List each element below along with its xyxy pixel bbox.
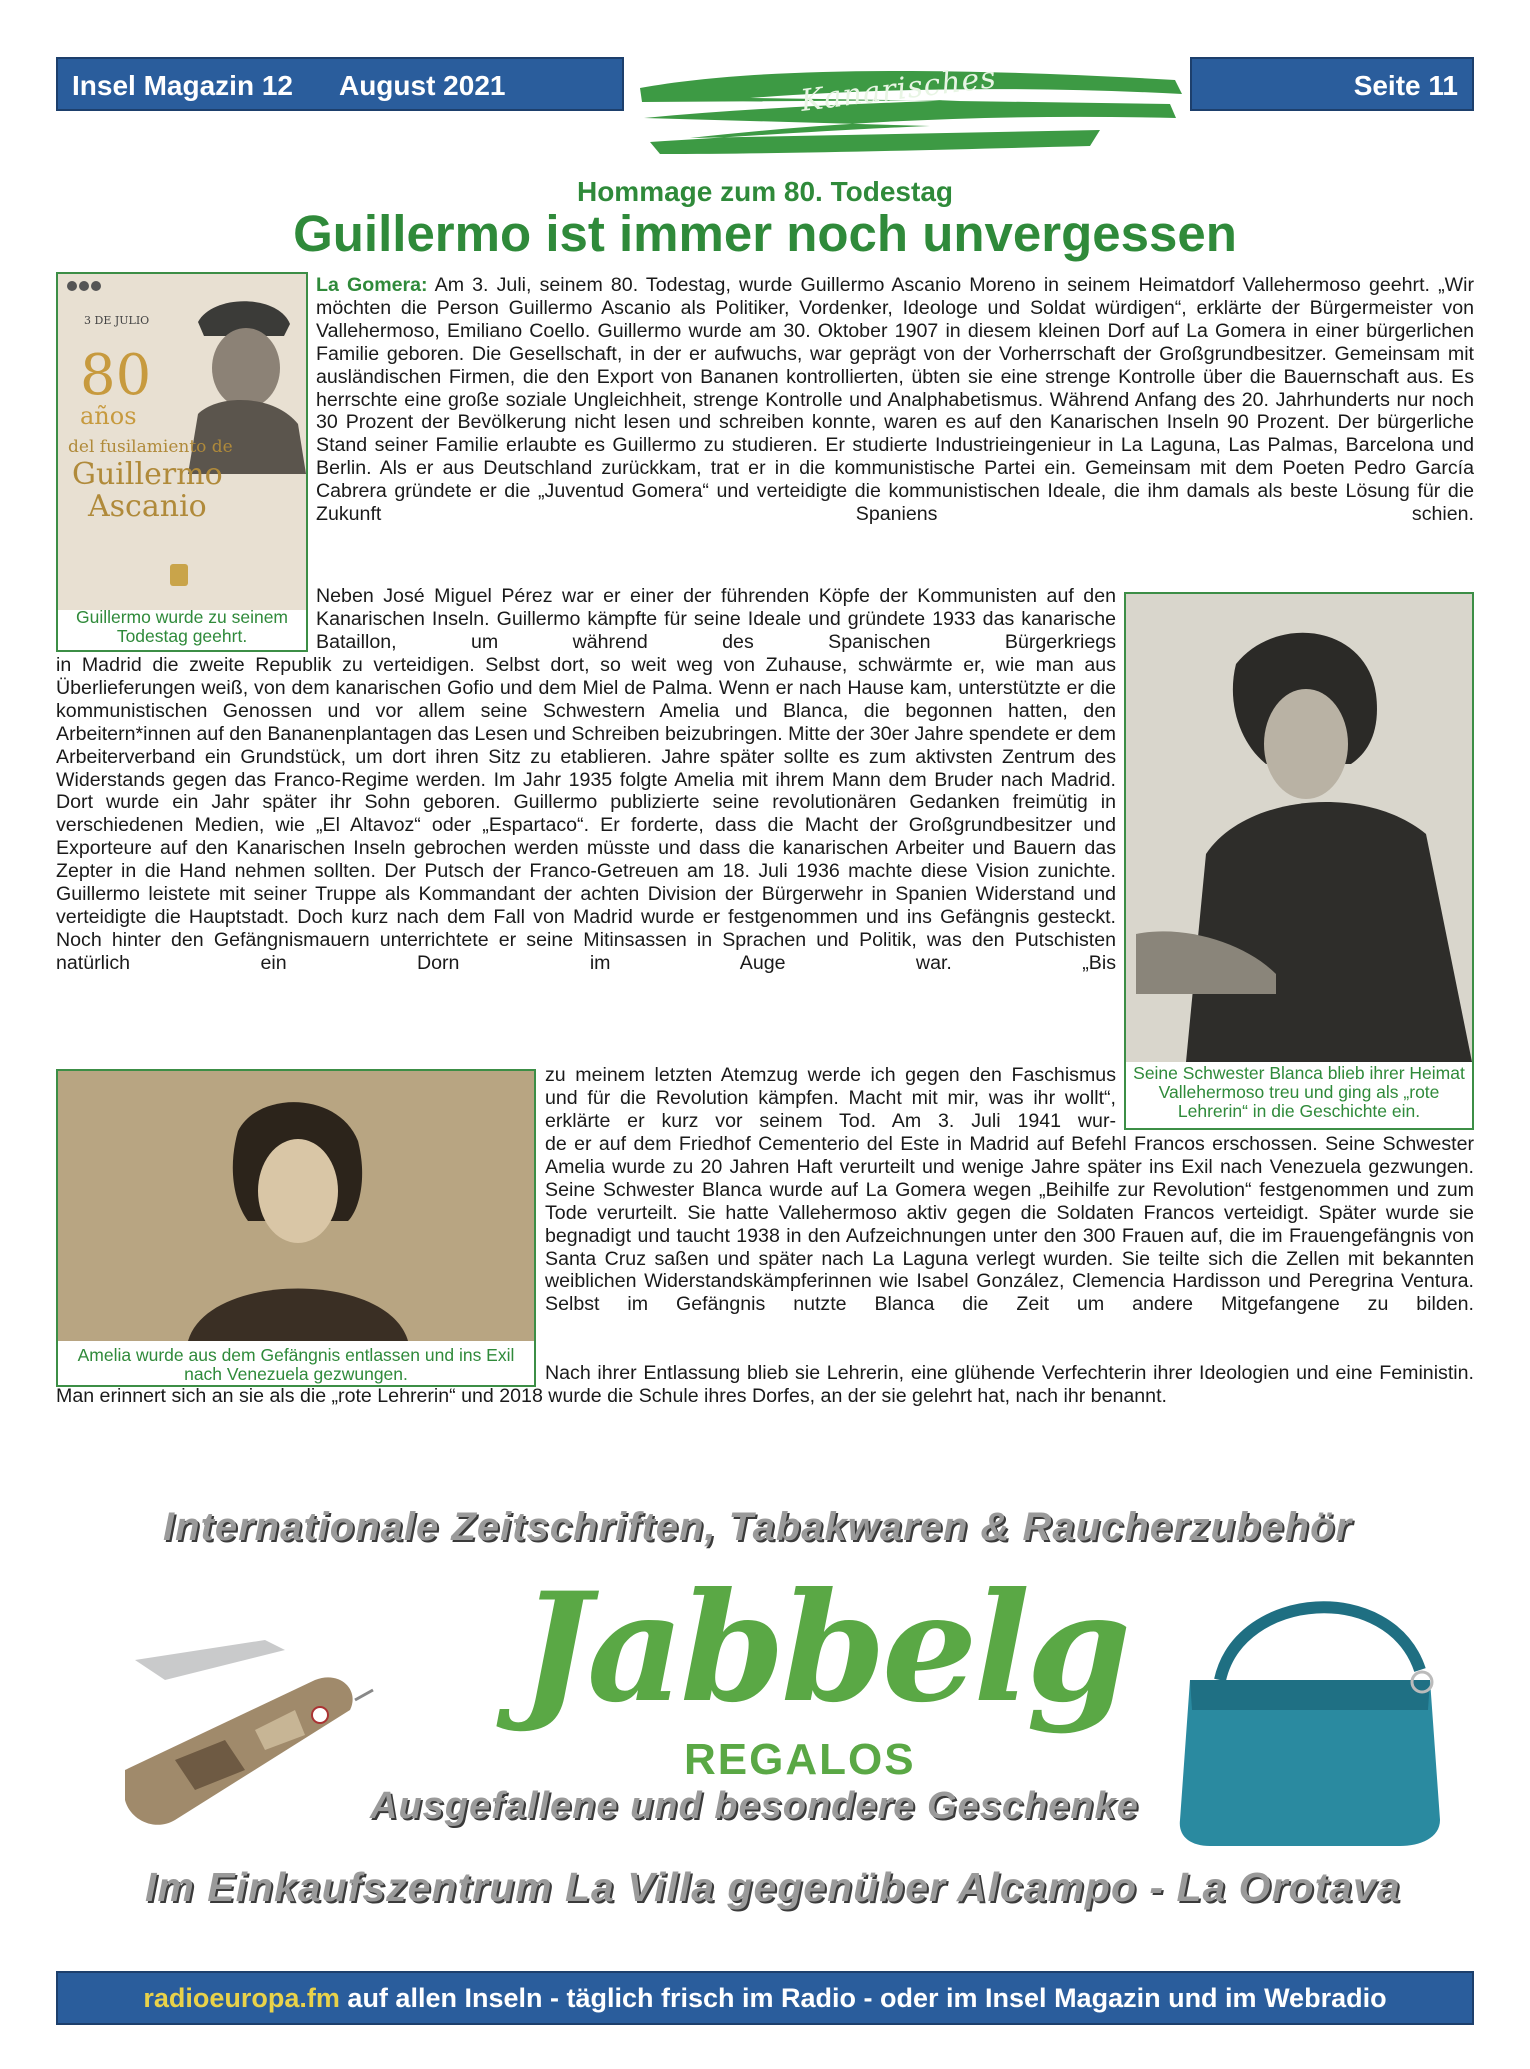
dateline: La Gomera:: [316, 274, 428, 296]
footer-banner: [56, 1971, 1474, 2025]
footer-text: auf allen Inseln - täglich frisch im Radio - oder im Insel Magazin und im Webradio: [339, 1983, 1387, 2013]
ad-location: Im Einkaufszentrum La Villa gegenüber Alcampo - La Orotava: [145, 1864, 1401, 1910]
blanca-caption: Seine Schwester Blanca blieb ihrer Heimat Vallehermoso treu und ging als „rote Lehrerin“ in die Geschichte ein.: [1133, 1063, 1465, 1121]
handbag-image: [1160, 1570, 1460, 1850]
article-paragraph-5: de er auf dem Friedhof Cementerio del Este in Madrid auf Befehl Francos erschossen. Seine Schwester Amelia wurde zu 20 Jahren Haft verurteilt und wenige Jahre später ins Exil nach Venezuela gezwungen. Seine Schwester Blanca wurde auf La Gomera wegen „Beihilfe zur Revolution“ festgenommen und zum Tode verurteilt. Sie hatte Vallehermoso aktiv gegen die Soldaten Francos verteidigt. Später wurde sie begnadigt und taucht 1938 in den Aufzeichnungen unter den 300 Frauen auf, die im Frauengefängnis von Santa Cruz saßen und später nach La Laguna verlegt wurden. Sie teilte sich die Zellen mit bekannten weiblichen Widerstandskämpferinnen wie Isabel González, Clemencia Hardisson und Peregrina Ventura. Selbst im Gefängnis nutzte Blanca die Zeit um andere Mitgefangene zu bilden.: [545, 1133, 1474, 1316]
amelia-photo-box: [56, 1069, 536, 1387]
ad-brand-logo: Jabbelg: [520, 1560, 1128, 1736]
article-paragraph-3: in Madrid die zweite Republik zu verteidigen. Selbst dort, so weit weg von Zuhause, schwärmte er, wie man aus Überlieferungen weiß, von dem kanarischen Gofio und dem Miel de Palma. Wenn er nach Hause kam, unterstützte er die kommunistischen Genossen und vor allem seine Schwestern Amelia und Blanca, die begonnen hatten, den Arbeitern*innen auf den Bananenplantagen das Lesen und Schreiben beizubringen. Mitte der 30er Jahre spendete er dem Arbeiterverband ein Grundstück, um dort ihren Sitz zu etablieren. Jahre später sollte es zum aktivsten Zentrum des Widerstands gegen das Franco-Regime werden. Im Jahr 1935 folgte Amelia mit ihrem Mann dem Bruder nach Madrid. Dort wurde ein Jahr später ihr Sohn geboren. Guillermo publizierte seine revolutionären Gedanken freimütig in verschiedenen Medien, wie „El Altavoz“ oder „Espartaco“. Er forderte, dass die Macht der Großgrundbesitzer und Exporteure auf den Kanarischen Inseln gebrochen werden müsste und dass die kanarischen Arbeiter und Bauern das Zepter in die Hand nehmen sollten. Der Putsch der Franco-Getreuen am 18. Juli 1936 machte diese Vision zunichte. Guillermo leistete mit seiner Truppe als Kommandant der achten Division der Bürgerwehr in Spanien Widerstand und verteidigte die Hauptstadt. Doch kurz nach dem Fall von Madrid wurde er festgenommen und ins Gefängnis gesteckt. Noch hinter den Gefängnismauern unterrichtete er seine Mitinsassen in Sprachen und Politik, was den Putschisten natürlich ein Dorn im Auge war. „Bis: [56, 654, 1116, 974]
article-paragraph-2: Neben José Miguel Pérez war er einer der führenden Köpfe der Kommunisten auf den Kanarischen Inseln. Guillermo kämpfte für seine Ideale und gründete 1933 das kanarische Bataillon, um während des Spanischen Bürgerkriegs: [316, 585, 1116, 653]
amelia-photo: [58, 1071, 534, 1341]
svg-text:Guillermo: Guillermo: [72, 457, 223, 492]
ad-brand-subtitle: REGALOS: [684, 1735, 916, 1784]
svg-text:del fusilamiento de: del fusilamiento de: [68, 437, 233, 457]
article-paragraph-4: zu meinem letzten Atemzug werde ich gegen den Faschismus und für die Revolution kämpfen. Macht mit mir, was ihr wollt“, erklärte er kurz vor seinem Tod. Am 3. Juli 1941 wur-: [545, 1064, 1116, 1132]
article-headline: Guillermo ist immer noch unvergessen: [293, 205, 1237, 262]
ad-tagline-middle: Ausgefallene und besondere Geschenke: [370, 1785, 1139, 1827]
article-paragraph-1: [316, 274, 1474, 526]
paragraph-1-text: Am 3. Juli, seinem 80. Todestag, wurde Guillermo Ascanio Moreno in seinem Heimatdorf Vallehermoso geehrt. „Wir möchten die Person Guillermo Ascanio als Politiker, Vordenker, Ideologe und Soldat würdigen“, erklärte der Bürgermeister von Vallehermoso, Emiliano Coello. Guillermo wurde am 30. Oktober 1907 in diesem kleinen Dorf auf La Gomera in einer bürgerlichen Familie geboren. Die Gesellschaft, in der er aufwuchs, war geprägt von der Vorherrschaft der Großgrundbesitzer. Gemeinsam mit ausländischen Firmen, die den Export von Bananen kontrollierten, übten sie eine strenge Kontrolle über die Bauernschaft aus. Es herrschte eine große soziale Ungleichheit, strenge Kontrolle und Analphabetismus. Während Anfang des 20. Jahrhunderts nur noch 30 Prozent der Bevölkerung nicht lesen und schreiben konnte, waren es auf den Kanarischen Inseln 90 Prozent. Der bürgerliche Stand seiner Familie erlaubte es Guillermo zu studieren. Er studierte Industrieingenieur in La Laguna, Las Palmas, Barcelona und Berlin. Als er aus Deutschland zurückkam, trat er in die kommunistische Partei ein. Gemeinsam mit dem Poeten Pedro García Cabrera gründete er die „Juventud Gomera“ und verteidigte die kommunistischen Ideale, die ihm damals als beste Lösung für die Zukunft Spaniens schien.: [316, 274, 1474, 526]
issue-date: August 2021: [338, 70, 506, 101]
blanca-photo-box: [1124, 592, 1474, 1130]
pocketknife-image: [115, 1620, 375, 1840]
ad-tagline-top: Internationale Zeitschriften, Tabakwaren & Raucherzubehör: [163, 1505, 1353, 1549]
magazine-name: Insel Magazin 12: [72, 70, 293, 101]
guillermo-photo-box: [56, 272, 308, 652]
header-left-bar: [56, 57, 624, 111]
blanca-photo: [1126, 594, 1472, 1062]
svg-text:3 DE JULIO: 3 DE JULIO: [84, 314, 150, 327]
svg-text:años: años: [80, 402, 137, 430]
page-number: Seite 11: [1190, 57, 1474, 111]
radio-link[interactable]: radioeuropa.fm: [143, 1983, 340, 2013]
article-paragraph-6: Nach ihrer Entlassung blieb sie Lehrerin, eine glühende Verfechterin ihrer Ideologien und eine Feministin. Man erinnert sich an sie als die „rote Lehrerin“ und 2018 wurde die Schule ihres Dorfes, an der sie gelehrt hat, nach ihr benannt.: [56, 1362, 1474, 1407]
svg-text:Ascanio: Ascanio: [88, 489, 207, 524]
guillermo-poster-image: [58, 274, 306, 610]
section-label: Kanarisches: [798, 60, 999, 119]
guillermo-caption: Guillermo wurde zu seinem Todestag geehrt.: [75, 607, 289, 646]
amelia-caption: Amelia wurde aus dem Gefängnis entlassen und ins Exil nach Venezuela gezwungen.: [77, 1345, 515, 1384]
article-kicker: Hommage zum 80. Todestag: [576, 176, 953, 207]
svg-text:80: 80: [80, 343, 152, 408]
